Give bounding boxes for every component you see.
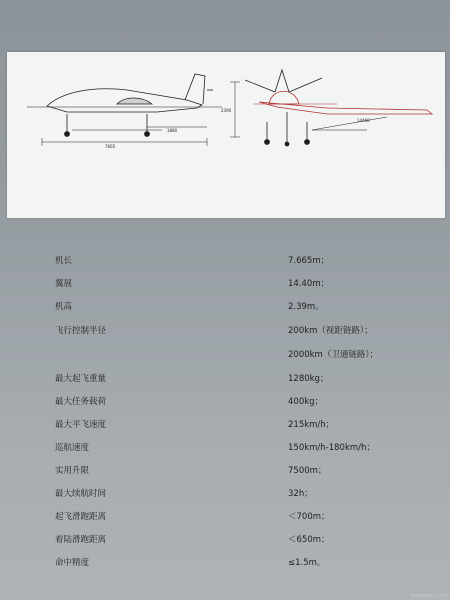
spec-label-cruise-speed: 巡航速度: [55, 443, 90, 453]
spec-label-wingspan: 翼展: [55, 279, 73, 289]
side-view-sub-label: 1880: [167, 128, 178, 133]
spec-label-control-radius: 飞行控制半径: [55, 326, 107, 336]
spec-label-hit-accuracy: 命中精度: [55, 558, 90, 568]
spec-label-service-ceiling: 实用升限: [55, 466, 90, 476]
spec-value-height: 2.39m。: [288, 302, 324, 312]
spec-value-max-payload: 400kg；: [288, 397, 324, 407]
spec-label-takeoff-run: 起飞滑跑距离: [55, 512, 107, 522]
spec-label-max-payload: 最大任务载荷: [55, 397, 107, 407]
spec-value-wingspan: 14.40m；: [288, 279, 330, 289]
spec-value-max-speed: 215km/h；: [288, 420, 335, 430]
watermark: www.xxxx.com: [410, 593, 448, 599]
spec-label-max-takeoff-weight: 最大起飞重量: [55, 374, 107, 384]
spec-value-takeoff-run: ＜700m；: [288, 512, 330, 522]
spec-label-max-endurance: 最大续航时间: [55, 489, 107, 499]
front-view-span-label: 14400: [357, 118, 370, 123]
spec-value-control-radius: 200km（视距链路）；: [288, 326, 373, 336]
spec-value-cruise-speed: 150km/h-180km/h；: [288, 443, 375, 453]
spec-value-length: 7.665m；: [288, 256, 330, 266]
spec-value-hit-accuracy: ≤1.5m。: [288, 558, 326, 568]
front-view-height-label: 2390: [221, 108, 232, 113]
spec-label-length: 机长: [55, 256, 73, 266]
side-view-length-label: 7665: [105, 144, 116, 149]
spec-value-max-endurance: 32h；: [288, 489, 313, 499]
spec-value-max-takeoff-weight: 1280kg；: [288, 374, 329, 384]
spec-value-control-radius-sat: 2000km（卫通链路）；: [288, 350, 379, 360]
spec-label-height: 机高: [55, 302, 73, 312]
spec-label-landing-run: 着陆滑跑距离: [55, 535, 107, 545]
spec-value-service-ceiling: 7500m；: [288, 466, 327, 476]
spec-label-max-speed: 最大平飞速度: [55, 420, 107, 430]
spec-value-landing-run: ＜650m；: [288, 535, 330, 545]
